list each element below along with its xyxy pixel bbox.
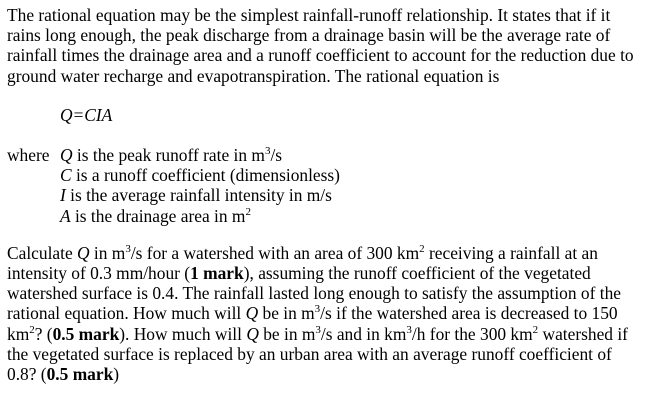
q-area-decreased: /s if the watershed area is decreased to 150 km: [7, 303, 618, 344]
symbol-c: C: [60, 165, 72, 186]
intro-paragraph: The rational equation may be the simplest rainfall-runoff relationship. It states that if it rains long enough, the peak discharge from a drainage basin will be the average rate of rainfall times the drainage area and a runoff coefficient to account for the reduction due to ground water recharge and evapotranspiration. The rational equation is: [7, 5, 634, 86]
definition-q-sup: 3: [264, 145, 271, 158]
definition-c: [60, 165, 340, 185]
q-receiving: receiving a rainfall at an intensity of 0.3 mm/hour (: [7, 242, 598, 284]
definition-a-text: is the drainage area in m: [70, 205, 246, 226]
symbol-i: I: [60, 185, 66, 206]
q-assuming: ), assuming the runoff coefficient of the vegetated watershed surface is 0.4. The rainfall lasted long enough to satisfy the assumption of the rational equation. How much will: [7, 263, 621, 324]
q-sup3-b: 3: [314, 303, 321, 316]
q-per-h-for-300: /h for the 300 km: [411, 323, 533, 344]
definition-q: [60, 145, 340, 165]
symbol-q: Q: [60, 145, 73, 166]
q-in-m: in m: [89, 242, 126, 263]
definition-list: [60, 145, 340, 226]
definition-q-unit: /s: [270, 145, 283, 166]
document-page: [7, 5, 647, 384]
variable-definitions: [7, 145, 647, 226]
mark-1: 1 mark: [190, 263, 244, 284]
mark-3: 0.5 mark: [46, 364, 114, 385]
definition-i: [60, 185, 340, 205]
q-how-much: ). How much will: [119, 323, 247, 344]
q-be-in-m-a: be in m: [258, 303, 315, 324]
q-per-s-and-km: /s and in km: [320, 323, 407, 344]
q-close: ): [113, 364, 120, 385]
definition-a-sup: 2: [245, 205, 251, 218]
where-label: where: [7, 145, 50, 166]
q-watershed-if: watershed if the vegetated surface is replaced by an urban area with an average runoff coefficient of 0.8? (: [7, 323, 628, 385]
q-sup2-c: 2: [532, 323, 539, 336]
symbol-a: A: [60, 205, 71, 226]
q-symbol-2: Q: [245, 303, 259, 324]
definition-q-text: is the peak runoff rate in m: [72, 145, 265, 166]
q-sup3-d: 3: [406, 323, 412, 336]
question-paragraph: [7, 243, 643, 384]
q-sup2-b: 2: [29, 323, 35, 336]
q-symbol-3: Q: [246, 323, 259, 344]
q-sup3-a: 3: [125, 242, 131, 255]
q-sup2-a: 2: [419, 242, 425, 255]
definition-a: [60, 206, 340, 226]
q-per-s-watershed: /s for a watershed with an area of 300 km: [130, 242, 420, 263]
q-qmark-open-a: ? (: [34, 323, 53, 344]
q-calc-word: Calculate: [7, 242, 78, 263]
q-symbol-1: Q: [77, 242, 90, 263]
q-sup3-c: 3: [315, 323, 321, 336]
definition-i-text: is the average rainfall intensity in m/s: [65, 185, 332, 206]
rational-equation: Q=CIA: [60, 104, 113, 125]
definition-c-text: is a runoff coefficient (dimensionless): [71, 165, 340, 186]
q-be-in-m-b: be in m: [258, 323, 316, 344]
mark-2: 0.5 mark: [52, 323, 120, 344]
